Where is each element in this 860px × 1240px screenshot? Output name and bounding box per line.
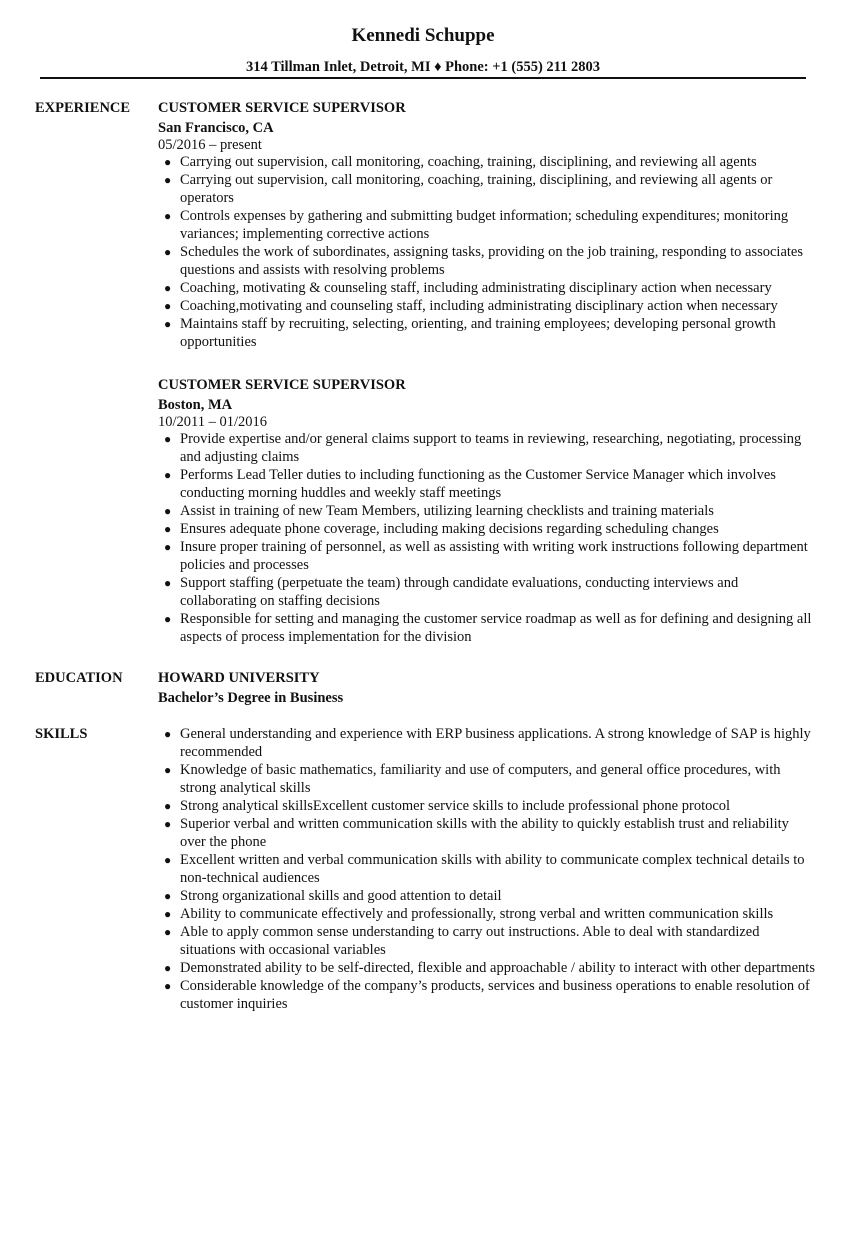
list-item: ● Provide expertise and/or general claims support to teams in reviewing, researching, negotiating, processing and adjusting claims: [164, 431, 802, 465]
job-title: CUSTOMER SERVICE SUPERVISOR: [158, 100, 406, 116]
bullet-icon: ●: [164, 173, 172, 187]
list-item: ● Ability to communicate effectively and professionally, strong verbal and written communication skills: [164, 906, 774, 922]
job-title: CUSTOMER SERVICE SUPERVISOR: [158, 377, 406, 393]
list-item: ● Responsible for setting and managing the customer service roadmap as well as for defining and designing all aspects of process implementation for the division: [164, 611, 812, 645]
list-item: ● Coaching, motivating & counseling staff, including administrating disciplinary action when necessary: [164, 280, 772, 296]
list-item: ● Ensures adequate phone coverage, including making decisions regarding scheduling changes: [164, 521, 719, 537]
bullet-icon: ●: [164, 612, 172, 626]
list-item: ● Maintains staff by recruiting, selecting, orienting, and training employees; developing personal growth opportunities: [164, 316, 776, 350]
candidate-name: Kennedi Schuppe: [351, 25, 495, 46]
bullet-icon: ●: [164, 281, 172, 295]
job-bullet-list: [158, 430, 818, 646]
job-entry: [158, 99, 818, 351]
list-item: ● Schedules the work of subordinates, assigning tasks, providing on the job training, responding to associates questions and assists with resolving problems: [164, 244, 804, 278]
list-item: ● Strong analytical skillsExcellent customer service skills to include professional phone protocol: [164, 798, 731, 814]
list-item: ● Carrying out supervision, call monitoring, coaching, training, disciplining, and reviewing all agents: [164, 154, 757, 170]
bullet-icon: ●: [164, 961, 172, 975]
bullet-icon: ●: [164, 522, 172, 536]
list-item: ● Knowledge of basic mathematics, familiarity and use of computers, and general office procedures, with strong analytical skills: [164, 762, 781, 796]
bullet-icon: ●: [164, 727, 172, 741]
school-name: HOWARD UNIVERSITY: [158, 670, 320, 686]
list-item: ● Controls expenses by gathering and submitting budget information; scheduling expenditures; monitoring variances; implementing corrective actions: [164, 208, 789, 242]
list-item: ● Support staffing (perpetuate the team) through candidate evaluations, conducting interviews and collaborating on staffing decisions: [164, 575, 739, 609]
degree-name: Bachelor’s Degree in Business: [158, 690, 344, 706]
bullet-icon: ●: [164, 853, 172, 867]
skills-heading: SKILLS: [35, 726, 88, 742]
bullet-icon: ●: [164, 209, 172, 223]
list-item: ● Able to apply common sense understanding to carry out instructions. Able to deal with standardized situations with occasional variables: [164, 924, 760, 958]
job-bullet-list: [158, 153, 818, 351]
list-item: ● General understanding and experience with ERP business applications. A strong knowledge of SAP is highly recommended: [164, 726, 811, 760]
list-item: ● Demonstrated ability to be self-directed, flexible and approachable / ability to interact with other departments: [164, 960, 815, 976]
list-item: ● Considerable knowledge of the company’s products, services and business operations to enable resolution of customer inquiries: [164, 978, 810, 1012]
experience-body: [158, 99, 818, 646]
job-dates: 10/2011 – 01/2016: [158, 414, 268, 430]
skills-bullet-list: [158, 725, 818, 1013]
education-heading: EDUCATION: [35, 670, 123, 686]
list-item: ● Strong organizational skills and good attention to detail: [164, 888, 502, 904]
list-item: ● Assist in training of new Team Members, utilizing learning checklists and training materials: [164, 503, 714, 519]
list-item: ● Superior verbal and written communication skills with the ability to quickly establish trust and reliability over the phone: [164, 816, 789, 850]
bullet-icon: ●: [164, 540, 172, 554]
job-dates: 05/2016 – present: [158, 137, 262, 153]
list-item: ● Carrying out supervision, call monitoring, coaching, training, disciplining, and reviewing all agents or operators: [164, 172, 773, 206]
bullet-icon: ●: [164, 979, 172, 993]
bullet-icon: ●: [164, 576, 172, 590]
experience-heading: EXPERIENCE: [35, 100, 131, 116]
bullet-icon: ●: [164, 468, 172, 482]
list-item: ● Insure proper training of personnel, as well as assisting with writing work instructions following department policies and processes: [164, 539, 808, 573]
bullet-icon: ●: [164, 245, 172, 259]
list-item: ● Excellent written and verbal communication skills with ability to communicate complex technical details to non-technical audiences: [164, 852, 805, 886]
contact-line: 314 Tillman Inlet, Detroit, MI ♦ Phone: +1 (555) 211 2803: [246, 59, 600, 75]
bullet-icon: ●: [164, 317, 172, 331]
job-entry: [158, 376, 818, 646]
bullet-icon: ●: [164, 889, 172, 903]
job-location: San Francisco, CA: [158, 120, 274, 136]
bullet-icon: ●: [164, 817, 172, 831]
bullet-icon: ●: [164, 432, 172, 446]
job-location: Boston, MA: [158, 397, 233, 413]
list-item: ● Coaching,motivating and counseling staff, including administrating disciplinary action when necessary: [164, 298, 778, 314]
bullet-icon: ●: [164, 907, 172, 921]
bullet-icon: ●: [164, 504, 172, 518]
bullet-icon: ●: [164, 925, 172, 939]
bullet-icon: ●: [164, 299, 172, 313]
education-body: [158, 669, 818, 707]
bullet-icon: ●: [164, 763, 172, 777]
list-item: ● Performs Lead Teller duties to including functioning as the Customer Service Manager which involves conducting morning huddles and weekly staff meetings: [164, 467, 776, 501]
bullet-icon: ●: [164, 799, 172, 813]
header-divider: [40, 77, 806, 79]
skills-body: [158, 725, 818, 1013]
bullet-icon: ●: [164, 155, 172, 169]
